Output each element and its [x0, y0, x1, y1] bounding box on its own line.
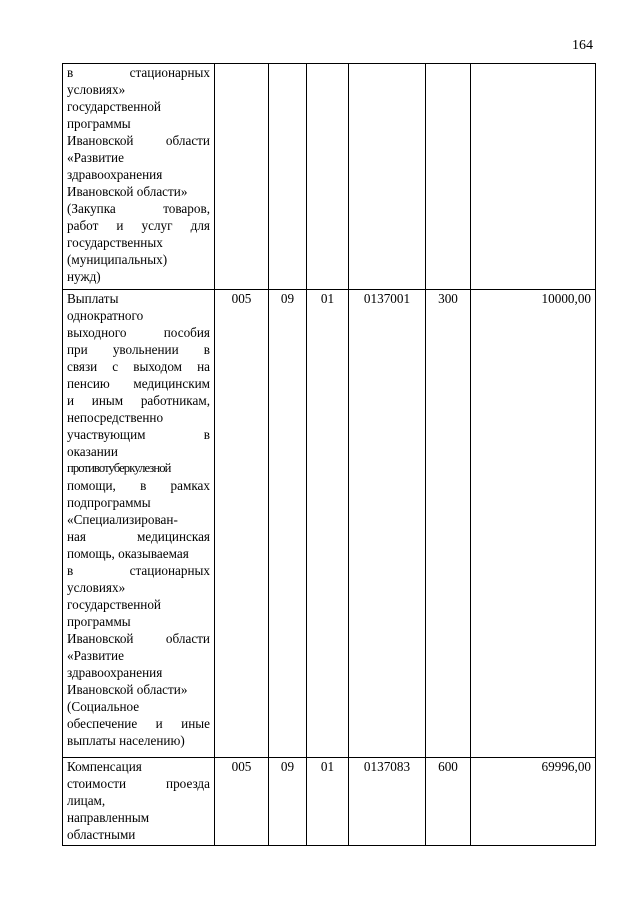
description-line: программы [67, 614, 131, 629]
description-line: Ивановской области» [67, 682, 188, 697]
ministry-code: 005 [215, 758, 269, 846]
amount: 10000,00 [471, 290, 596, 758]
budget-table [62, 63, 596, 846]
description-line: выплаты населению) [67, 733, 185, 748]
description-line: направленным [67, 810, 150, 825]
subsection-code: 01 [307, 290, 349, 758]
row-description [63, 758, 215, 846]
section-code: 09 [269, 758, 307, 846]
row-description [63, 64, 215, 290]
target-code: 0137083 [349, 758, 426, 846]
description-line: выходного пособия [67, 325, 210, 340]
description-line: (муниципальных) [67, 252, 168, 267]
description-line: программы [67, 116, 131, 131]
expense-type-code: 300 [426, 290, 471, 758]
description-line: оказании [67, 444, 118, 459]
description-line: областными [67, 827, 136, 842]
description-line: Компенсация [67, 759, 142, 774]
description-line: при увольнении в [67, 342, 210, 357]
subsection-code: 01 [307, 758, 349, 846]
amount: 69996,00 [471, 758, 596, 846]
ministry-code [215, 64, 269, 290]
description-line: пенсию медицинским [67, 376, 210, 391]
amount [471, 64, 596, 290]
description-line: «Развитие [67, 648, 124, 663]
description-line: Ивановской области [67, 133, 210, 148]
ministry-code: 005 [215, 290, 269, 758]
table-row [63, 290, 596, 758]
description-line: государственной [67, 597, 161, 612]
description-line: в стационарных [67, 65, 210, 80]
description-line: «Специализирован- [67, 512, 178, 527]
description-line: государственных [67, 235, 163, 250]
description-line: противотуберкулезной [67, 461, 171, 475]
description-line: (Социальное [67, 699, 140, 714]
description-line: ная медицинская [67, 529, 210, 544]
description-line: обеспечение и иные [67, 716, 210, 731]
row-description [63, 290, 215, 758]
section-code [269, 64, 307, 290]
description-line: Выплаты [67, 291, 119, 306]
page-number: 164 [572, 38, 593, 53]
description-line: «Развитие [67, 150, 124, 165]
description-line: лицам, [67, 793, 106, 808]
description-line: здравоохранения [67, 665, 163, 680]
expense-type-code: 600 [426, 758, 471, 846]
description-line: государственной [67, 99, 161, 114]
description-line: здравоохранения [67, 167, 163, 182]
description-line: непосредственно [67, 410, 164, 425]
section-code: 09 [269, 290, 307, 758]
description-line: условиях» [67, 580, 126, 595]
table-row [63, 64, 596, 290]
description-line: работ и услуг для [67, 218, 210, 233]
description-line: помощи, в рамках [67, 478, 210, 493]
table-row [63, 758, 596, 846]
description-line: Ивановской области [67, 631, 210, 646]
description-line: помощь, оказываемая [67, 546, 189, 561]
description-line: связи с выходом на [67, 359, 210, 374]
target-code [349, 64, 426, 290]
description-line: нужд) [67, 269, 101, 284]
description-line: участвующим в [67, 427, 210, 442]
expense-type-code [426, 64, 471, 290]
description-line: однократного [67, 308, 144, 323]
description-line: и иным работникам, [67, 393, 210, 408]
subsection-code [307, 64, 349, 290]
target-code: 0137001 [349, 290, 426, 758]
description-line: (Закупка товаров, [67, 201, 210, 216]
description-line: в стационарных [67, 563, 210, 578]
description-line: Ивановской области» [67, 184, 188, 199]
description-line: условиях» [67, 82, 126, 97]
description-line: стоимости проезда [67, 776, 210, 791]
description-line: подпрограммы [67, 495, 151, 510]
